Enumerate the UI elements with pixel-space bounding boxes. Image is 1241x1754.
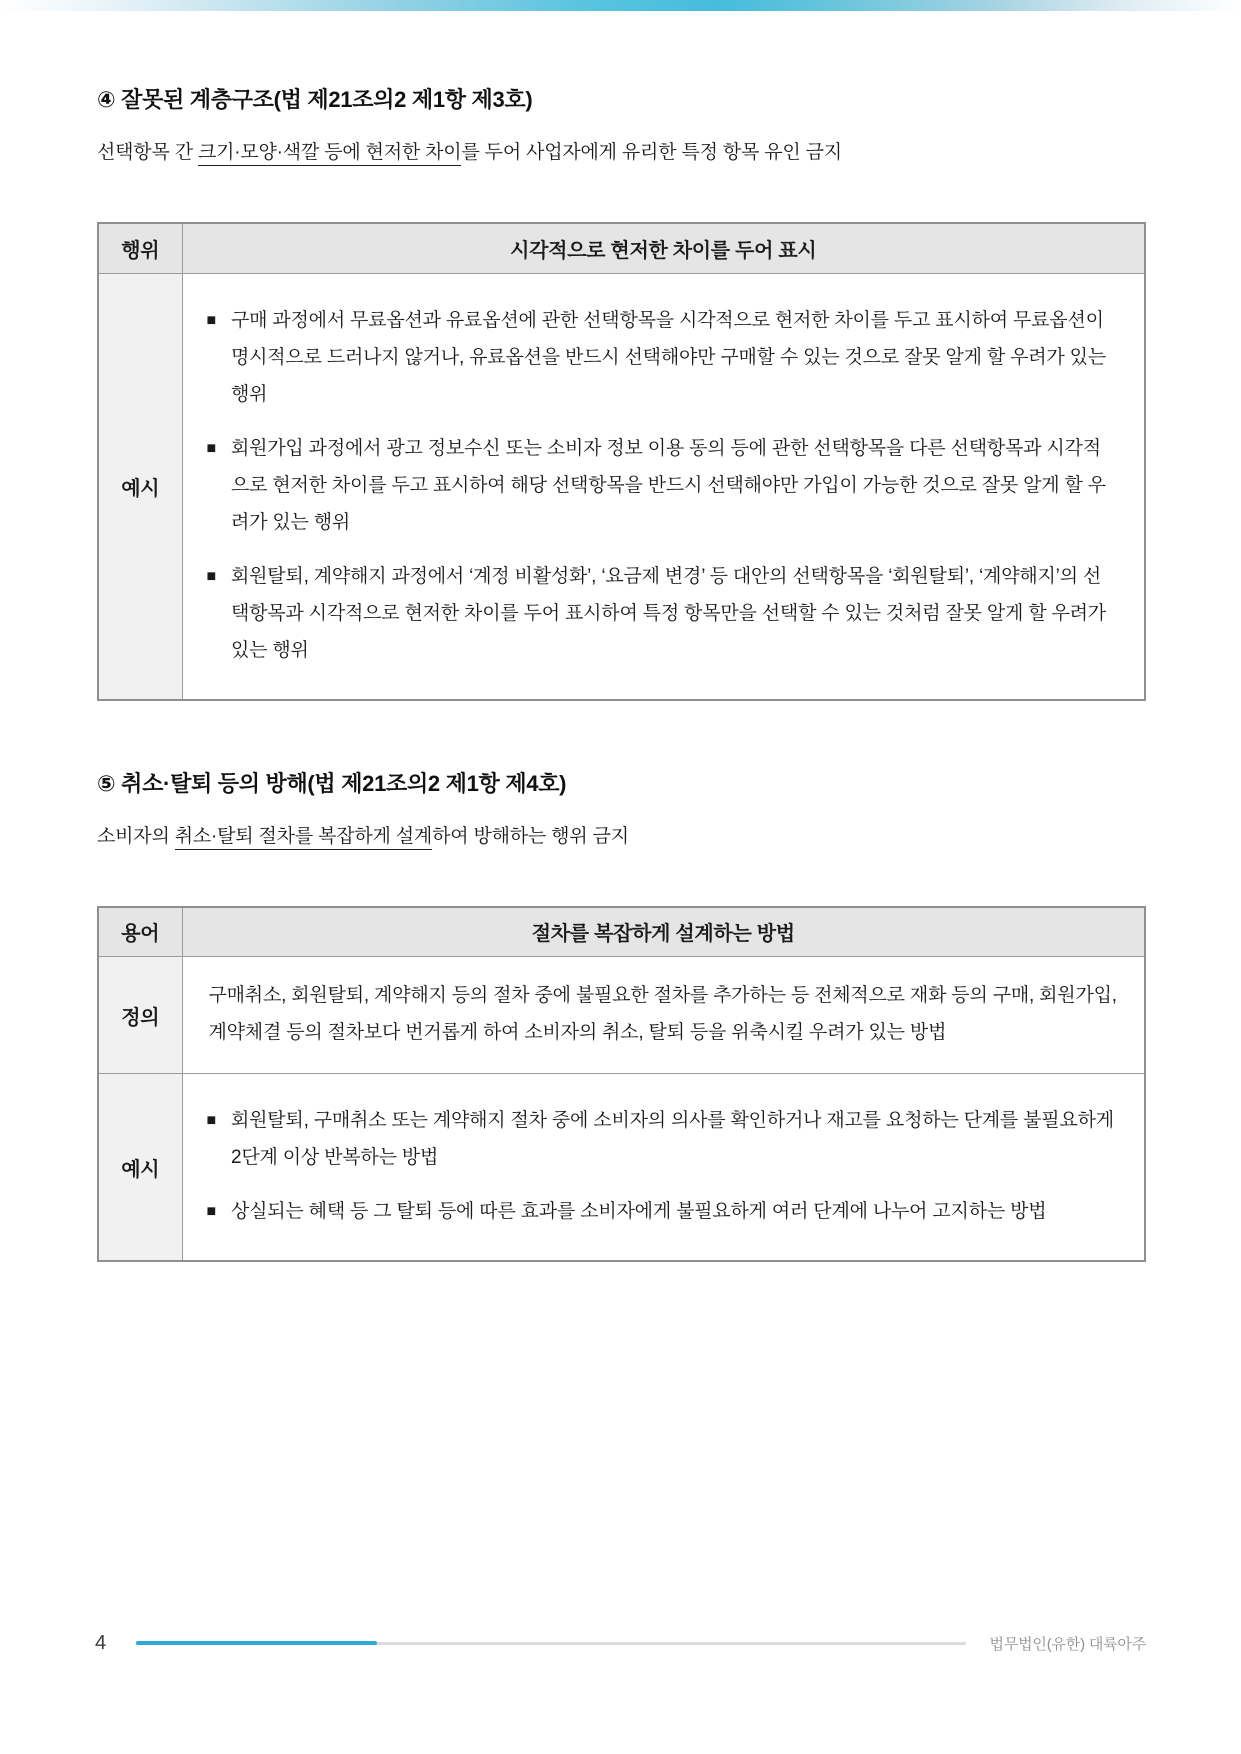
list-item	[207, 302, 1119, 413]
section-5-table-example-row	[98, 1074, 1145, 1262]
section-5-definition-cell	[182, 957, 1145, 1074]
bullet-text: 상실되는 혜택 등 그 탈퇴 등에 따른 효과를 소비자에게 불필요하게 여러 단계에 나누어 고지하는 방법	[230, 1201, 1047, 1222]
section-4-bullet-list	[207, 302, 1119, 669]
list-item	[207, 558, 1119, 669]
section-5-heading: ⑤ 취소·탈퇴 등의 방해(법 제21조의2 제1항 제4호)	[97, 770, 567, 796]
section-4-table-body-cell	[182, 273, 1145, 700]
section-4-intro-prefix: 선택항목 간	[97, 142, 198, 163]
section-5-intro-prefix: 소비자의	[97, 825, 175, 847]
footer-organization: 법무법인(유한) 대륙아주	[989, 1636, 1146, 1653]
section-5-table-definition-row	[98, 957, 1145, 1074]
square-bullet-icon: ■	[206, 567, 216, 585]
section-4-heading: ④ 잘못된 계층구조(법 제21조의2 제1항 제3호)	[97, 87, 533, 112]
page-number: 4	[95, 1632, 107, 1654]
square-bullet-icon: ■	[206, 1112, 216, 1129]
section-4-intro	[97, 138, 1146, 168]
section-5-example-label: 예시	[98, 1074, 182, 1262]
bullet-text: 회원탈퇴, 계약해지 과정에서 ‘계정 비활성화’, ‘요금제 변경’ 등 대안의 선택항목을 ‘회원탈퇴’, ‘계약해지’의 선택항목과 시각적으로 현저한 차이를 두어 표시하여 특정 항목만을 선택할 수 있는 것처럼 잘못 알게 할 우려가 있는 행위	[230, 565, 1106, 661]
footer-rule-accent	[136, 1641, 377, 1645]
section-5-table-header-col1: 용어	[98, 907, 182, 957]
square-bullet-icon: ■	[206, 1203, 216, 1220]
section-4-table	[97, 222, 1146, 701]
section-5-table-header-col2: 절차를 복잡하게 설계하는 방법	[182, 907, 1145, 957]
definition-text: 구매취소, 회원탈퇴, 계약해지 등의 절차 중에 불필요한 절차를 추가하는 등 전체적으로 재화 등의 구매, 회원가입, 계약체결 등의 절차보다 번거롭게 하여 소비자의 취소, 탈퇴 등을 위축시킬 우려가 있는 방법	[208, 985, 1117, 1043]
square-bullet-icon: ■	[206, 311, 216, 329]
section-4-table-header-row	[98, 223, 1145, 273]
bullet-text: 회원탈퇴, 구매취소 또는 계약해지 절차 중에 소비자의 의사를 확인하거나 재고를 요청하는 단계를 불필요하게 2단계 이상 반복하는 방법	[230, 1110, 1114, 1168]
section-5-table-header-row	[98, 907, 1145, 957]
footer-rule	[136, 1642, 965, 1645]
section-4-table-header-col2: 시각적으로 현저한 차이를 두어 표시	[182, 223, 1145, 273]
section-5-intro-suffix: 하여 방해하는 행위 금지	[432, 825, 629, 847]
top-gradient-bar	[0, 0, 1241, 11]
section-5-definition-label: 정의	[98, 957, 182, 1074]
list-item	[207, 1193, 1119, 1230]
section-4-table-header-col1: 행위	[98, 223, 182, 273]
section-4-intro-suffix: 를 두어 사업자에게 유리한 특정 항목 유인 금지	[461, 142, 842, 163]
section-4-table-row-label: 예시	[98, 273, 182, 700]
bullet-text: 회원가입 과정에서 광고 정보수신 또는 소비자 정보 이용 동의 등에 관한 선택항목을 다른 선택항목과 시각적으로 현저한 차이를 두고 표시하여 해당 선택항목을 반드시 선택해야만 가입이 가능한 것으로 잘못 알게 할 우려가 있는 행위	[230, 437, 1106, 533]
section-5-example-cell	[182, 1074, 1145, 1262]
section-5-intro-underlined: 취소·탈퇴 절차를 복잡하게 설계	[175, 826, 432, 850]
section-5-intro	[97, 822, 1146, 852]
section-5-table	[97, 906, 1146, 1263]
page-content	[0, 83, 1241, 1262]
section-4-intro-underlined: 크기·모양·색깔 등에 현저한 차이	[198, 142, 462, 166]
list-item	[207, 430, 1119, 541]
list-item	[207, 1102, 1119, 1176]
section-5-bullet-list	[207, 1102, 1119, 1230]
bullet-text: 구매 과정에서 무료옵션과 유료옵션에 관한 선택항목을 시각적으로 현저한 차이를 두고 표시하여 무료옵션이 명시적으로 드러나지 않거나, 유료옵션을 반드시 선택해야만 구매할 수 있는 것으로 잘못 알게 할 우려가 있는 행위	[230, 309, 1106, 405]
square-bullet-icon: ■	[206, 439, 216, 457]
page-footer	[95, 1632, 1146, 1655]
section-4-table-body-row	[98, 273, 1145, 700]
